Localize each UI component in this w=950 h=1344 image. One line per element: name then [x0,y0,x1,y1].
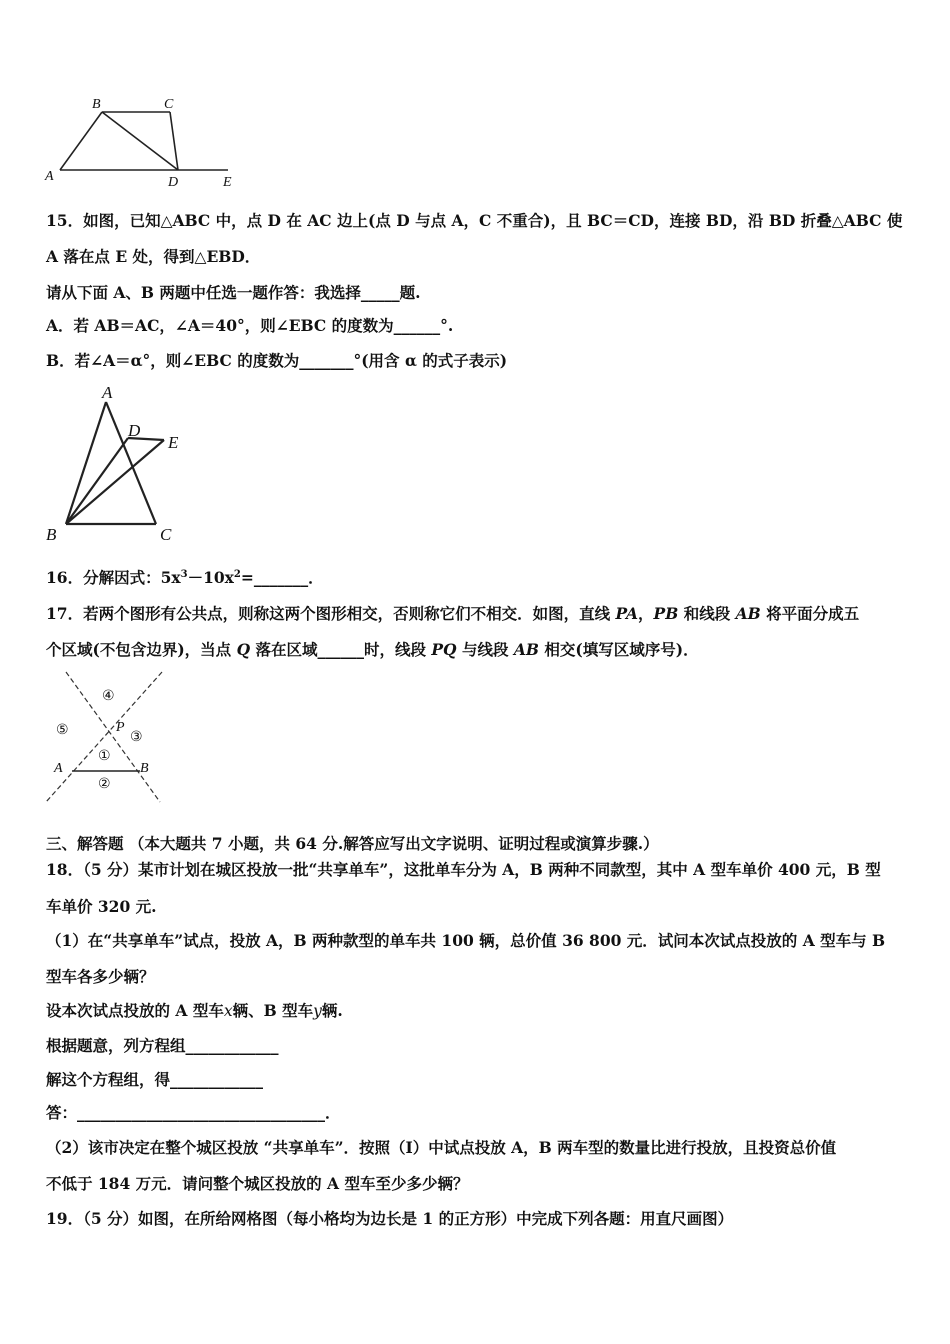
figure-trapezoid [40,92,250,192]
q18-line10: 不低于 184 万元．请问整个城区投放的 A 型车至少多少辆？ [46,1174,469,1193]
q18-line3: （1）在“共享单车”试点，投放 A，B 两种款型的单车共 100 辆，总价值 36 800 元．试问本次试点投放的 A 型车与 B [46,931,886,950]
figure-folded-triangle [40,380,200,550]
q17-line2: 个区域(不包含边界)，当点 Q 落在区域______时，线段 PQ 与线段 AB 相交(填写区域序号)． [46,640,699,659]
region-3: ③ [130,729,143,745]
q18-line9: （2）该市决定在整个城区投放 “共享单车”．按照（Ⅰ）中试点投放 A，B 两车型的数量比进行投放，且投资总价值 [46,1138,837,1157]
region-2: ② [98,776,111,792]
q17-line1: 17．若两个图形有公共点，则称这两个图形相交，否则称它们不相交．如图，直线 PA，PB 和线段 AB 将平面分成五 [46,604,860,623]
q18-line5: 设本次试点投放的 A 型车x辆、B 型车y辆. [46,1001,343,1020]
q15-option-a: A．若 AB＝AC，∠A＝40°，则∠EBC 的度数为______°. [46,316,454,335]
q18-line6: 根据题意，列方程组____________ [46,1036,279,1055]
label-p: P [116,720,125,735]
region-1: ① [98,748,111,764]
label-a: A [45,169,54,184]
q15-option-b: B．若∠A＝α°，则∠EBC 的度数为_______°(用含 α 的式子表示) [46,351,508,370]
section-3-title: 三、解答题 （本大题共 7 小题，共 64 分.解答应写出文字说明、证明过程或演算步骤.） [46,834,659,853]
region-5: ⑤ [56,722,69,738]
q18-line1: 18．（5 分）某市计划在城区投放一批“共享单车”，这批单车分为 A，B 两种不同款型，其中 A 型车单价 400 元，B 型 [46,860,881,879]
label-d: D [168,175,179,190]
label-e: E [223,175,232,190]
label-a: A [54,761,63,776]
label-c: C [164,97,174,112]
label-a: A [102,383,113,402]
q16-line: 16．分解因式：$5x^3-10x^2=\_\_\_\_\_\_\_$． [46,568,324,587]
figure-regions [40,668,175,806]
q18-line8: 答：________________________________． [46,1103,341,1122]
q19-line1: 19．（5 分）如图，在所给网格图（每小格均为边长是 1 的正方形）中完成下列各题：用直尺画图） [46,1209,734,1228]
region-4: ④ [102,688,115,704]
label-c: C [160,525,172,544]
label-b: B [140,761,149,776]
label-b: B [46,525,57,544]
q15-line3: 请从下面 A、B 两题中任选一题作答：我选择_____题. [46,283,421,302]
q18-line4: 型车各多少辆？ [46,967,155,986]
label-e: E [168,433,179,452]
q15-line2: A 落在点 E 处，得到△EBD． [46,247,261,266]
label-d: D [128,421,141,440]
q18-line7: 解这个方程组，得____________ [46,1070,264,1089]
label-b: B [92,97,101,112]
q15-line1: 15．如图，已知△ABC 中，点 D 在 AC 边上(点 D 与点 A，C 不重合)，且 BC＝CD，连接 BD，沿 BD 折叠△ABC 使 [46,211,903,230]
q18-line2: 车单价 320 元. [46,897,157,916]
